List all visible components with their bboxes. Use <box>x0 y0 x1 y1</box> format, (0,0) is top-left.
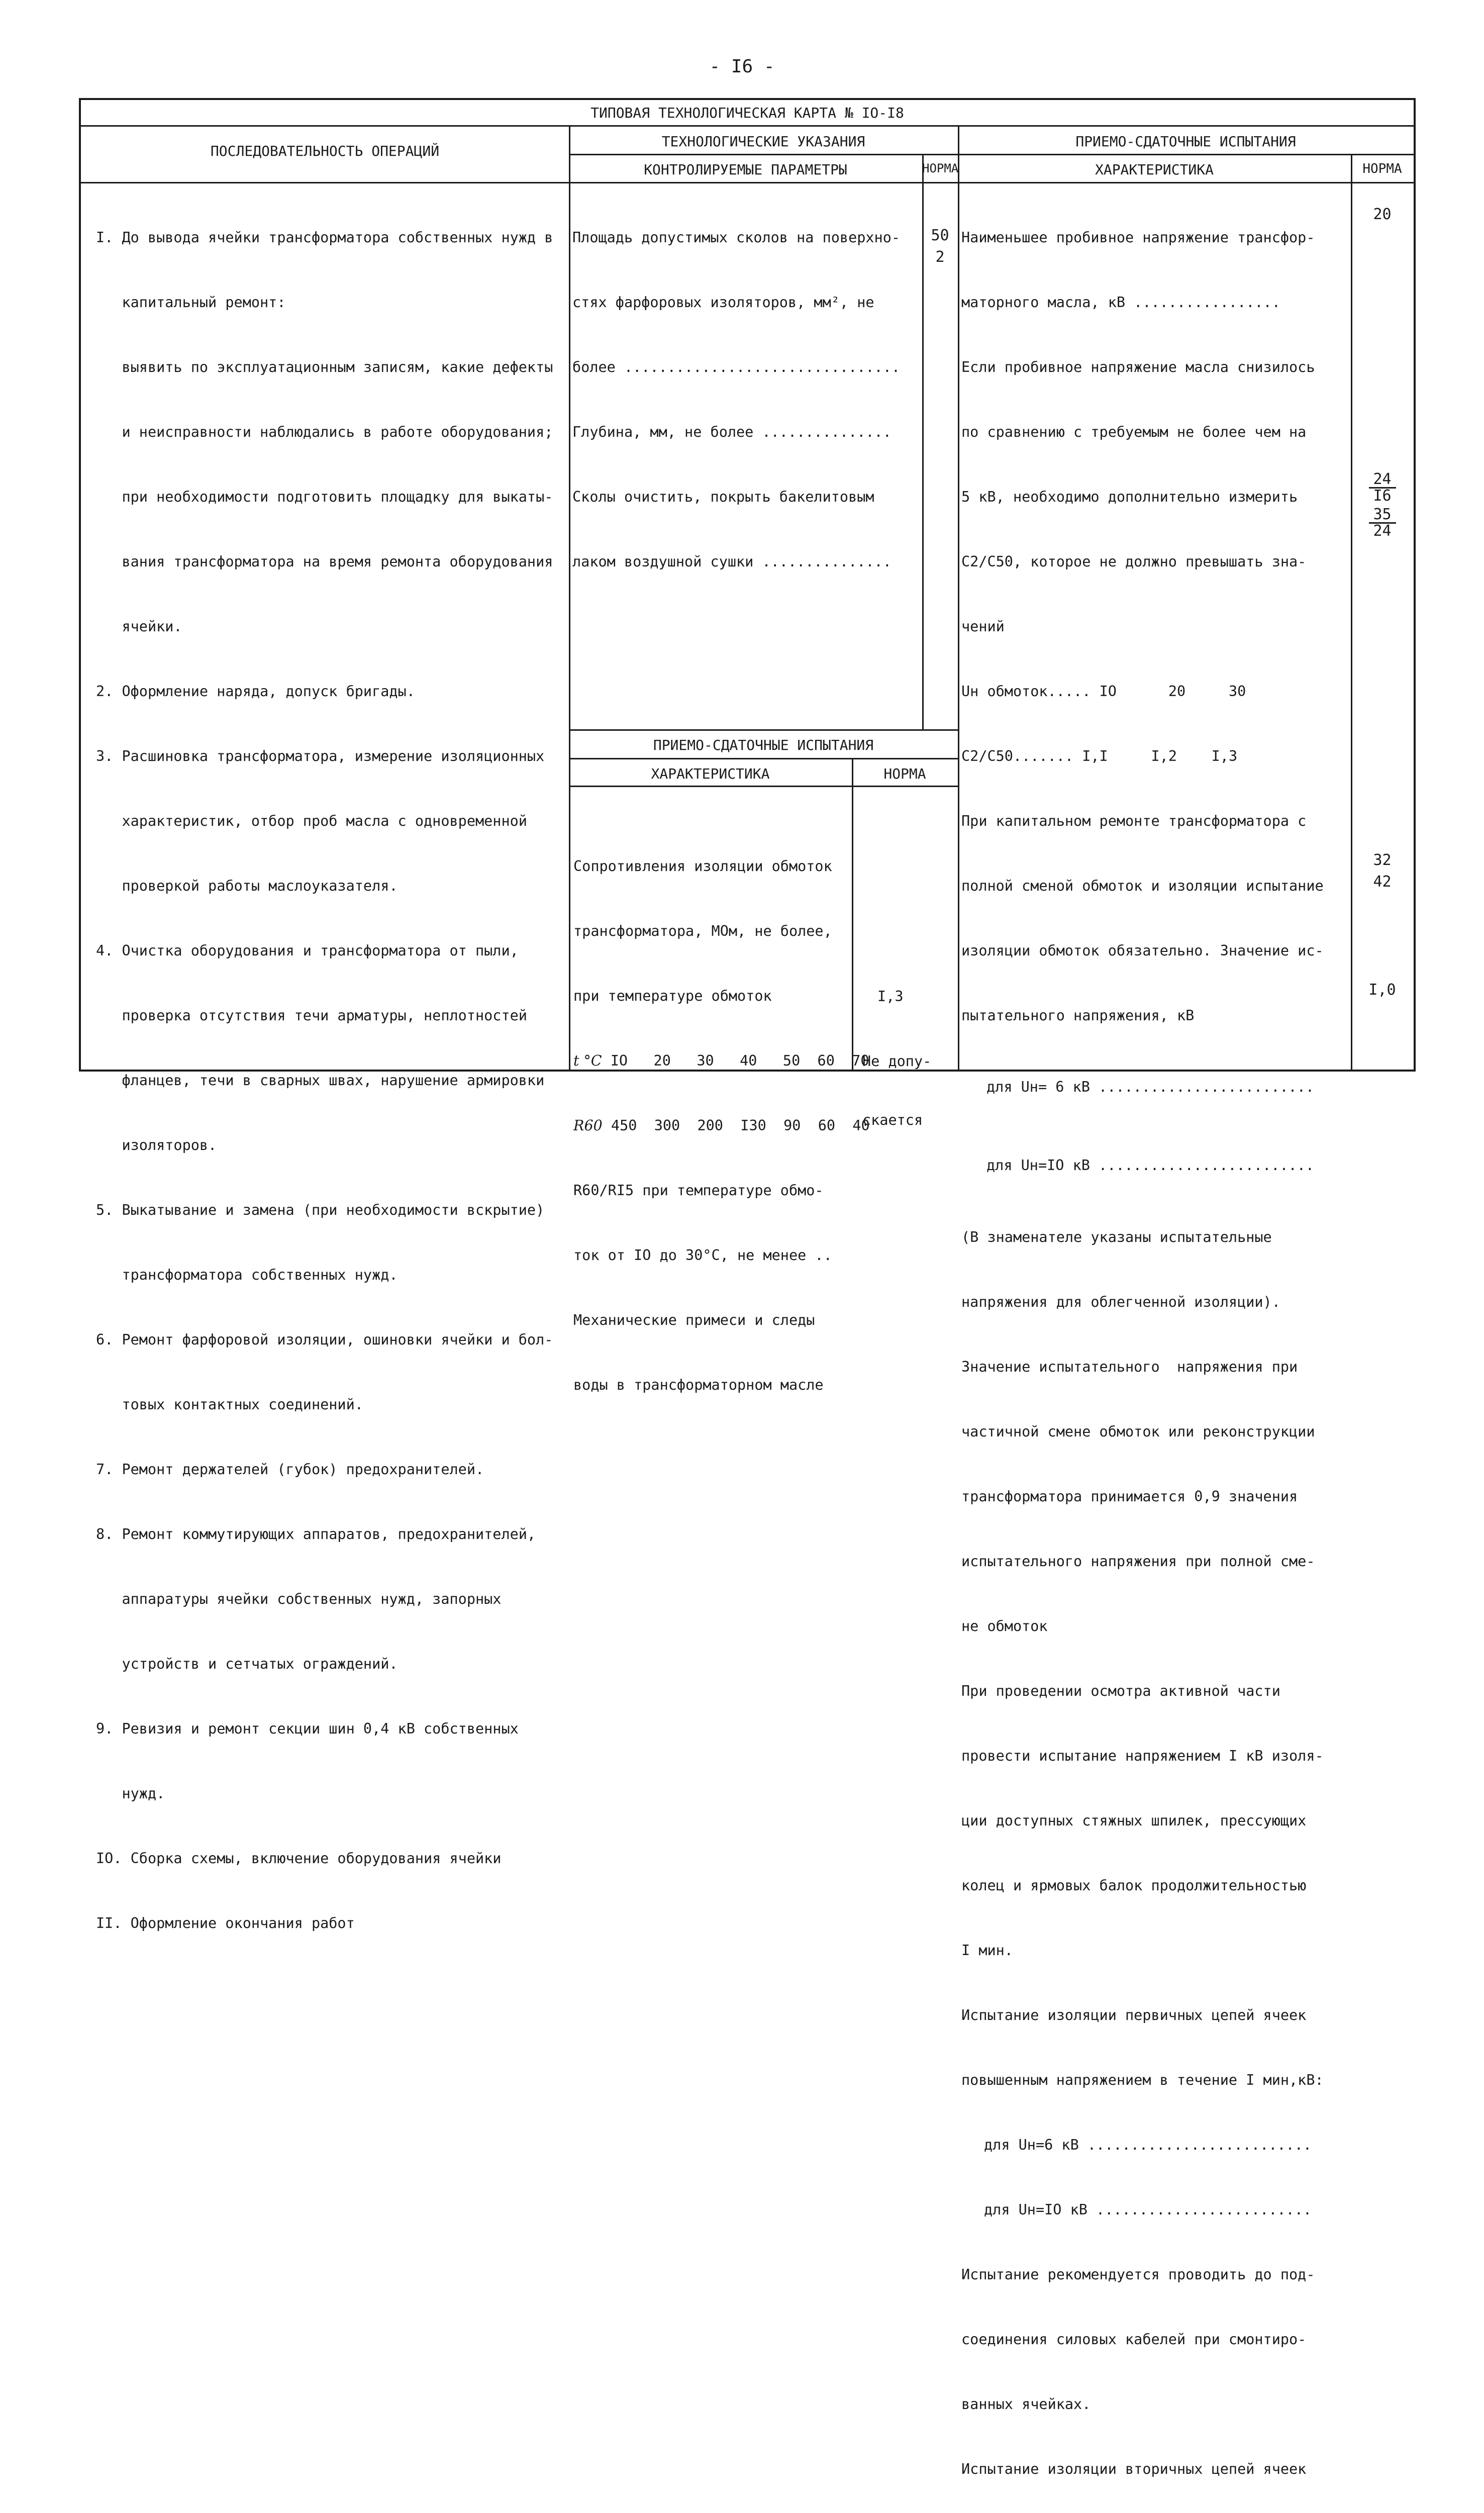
char-line: 5 кВ, необходимо дополнительно измерить <box>961 489 1298 505</box>
operation-line: и неисправности наблюдались в работе оборудования; <box>96 424 553 440</box>
operation-line: 8. Ремонт коммутирующих аппаратов, предохранителей, <box>96 1526 536 1542</box>
char-line: провести испытание напряжением I кВ изоля- <box>961 1748 1324 1764</box>
char-line: для Uн=6 кВ .......................... <box>984 2137 1312 2153</box>
char-line: Испытание рекомендуется проводить до под- <box>961 2266 1315 2283</box>
char-line: испытательного напряжения при полной сме- <box>961 1553 1315 1570</box>
rule-subheader <box>569 154 1414 155</box>
char-line: (В знаменателе указаны испытательные <box>961 1229 1272 1245</box>
test-line: при температуре обмоток <box>573 988 772 1004</box>
char-line: При капитальном ремонте трансформатора с <box>961 813 1307 829</box>
test-line: Механические примеси и следы <box>573 1312 815 1328</box>
norm-depth: 2 <box>935 248 945 266</box>
rule-lower-header <box>569 758 958 759</box>
operation-line: капитальный ремонт: <box>96 294 286 311</box>
char-line: маторного масла, кВ ................. <box>961 294 1280 311</box>
norm-ratio: I,3 <box>877 988 904 1005</box>
page-number: - I6 - <box>709 56 775 77</box>
char-line: для Uн= 6 кВ ......................... <box>986 1079 1315 1095</box>
operation-line: товых контактных соединений. <box>96 1396 363 1413</box>
operation-line: устройств и сетчатых ограждений. <box>96 1656 398 1672</box>
norm-oil-breakdown: 20 <box>1373 206 1392 223</box>
resistance-row <box>573 1115 870 1136</box>
test-line: воды в трансформаторном масле <box>573 1377 824 1393</box>
norm-impurities-b: скается <box>862 1112 923 1128</box>
operation-line: 6. Ремонт фарфоровой изоляции, ошиновки ячейки и бол- <box>96 1331 553 1348</box>
operation-line: трансформатора собственных нужд. <box>96 1267 398 1283</box>
rule-title <box>81 125 1414 127</box>
operation-line: характеристик, отбор проб масла с одновременной <box>96 813 527 829</box>
test-line: трансформатора, МОм, не более, <box>573 923 832 939</box>
header-tech-instructions: ТЕХНОЛОГИЧЕСКИЕ УКАЗАНИЯ <box>661 133 865 150</box>
test-line: Сопротивления изоляции обмоток <box>573 858 832 875</box>
header-norm-1: НОРМА <box>922 161 959 175</box>
char-line: напряжения для облегченной изоляции). <box>961 1294 1280 1310</box>
col-divider-2 <box>958 125 959 1070</box>
norm-impurities-a: Не допу- <box>862 1053 932 1070</box>
char-line: C2/C50, которое не должно превышать зна- <box>961 553 1307 570</box>
char-line: I мин. <box>961 1942 1013 1959</box>
char-line: Если пробивное напряжение масла снизилось <box>961 359 1315 375</box>
norm-primary-6kv: 32 <box>1373 851 1392 869</box>
norm-6kv-fraction <box>1351 472 1414 504</box>
un-label: Uн обмоток..... <box>961 683 1091 700</box>
header-acceptance-tests: ПРИЕМО-СДАТОЧНЫЕ ИСПЫТАНИЯ <box>1075 133 1296 150</box>
char-line: полной сменой обмоток и изоляции испытание <box>961 878 1324 894</box>
col-divider-norm-3 <box>1351 154 1352 1070</box>
header-controlled-params: КОНТРОЛИРУЕМЫЕ ПАРАМЕТРЫ <box>644 161 847 178</box>
c-label: C2/C50....... <box>961 748 1074 764</box>
norm-primary-10kv: 42 <box>1373 873 1392 891</box>
col-divider-1 <box>569 125 570 1070</box>
un-val: 30 <box>1228 683 1246 700</box>
param-line: более ................................ <box>572 359 901 375</box>
operation-line: проверка отсутствия течи арматуры, неплотностей <box>96 1007 527 1024</box>
operation-line: фланцев, течи в сварных швах, нарушение армировки <box>96 1072 545 1089</box>
operation-line: 7. Ремонт держателей (губок) предохранителей. <box>96 1461 484 1478</box>
un-val: 20 <box>1168 683 1186 700</box>
operation-line: проверкой работы маслоуказателя. <box>96 878 398 894</box>
right-characteristics-text <box>961 183 1332 2513</box>
char-line: Испытание изоляции вторичных цепей ячеек <box>961 2461 1307 2477</box>
char-line: трансформатора принимается 0,9 значения <box>961 1488 1298 1505</box>
operation-line: II. Оформление окончания работ <box>96 1915 355 1931</box>
operation-line: нужд. <box>96 1785 165 1802</box>
header-acceptance-tests-2: ПРИЕМО-СДАТОЧНЫЕ ИСПЫТАНИЯ <box>653 737 874 753</box>
tech-card-table <box>79 98 1416 2477</box>
r-values: 450 300 200 I30 90 60 40 <box>611 1117 870 1134</box>
param-line: Глубина, мм, не более ............... <box>572 424 892 440</box>
rule-lower-subheader <box>569 786 958 787</box>
char-line: не обмоток <box>961 1618 1048 1634</box>
operation-line: при необходимости подготовить площадку для выкаты- <box>96 489 553 505</box>
char-line: соединения силовых кабелей при смонтиро- <box>961 2331 1307 2348</box>
header-operations: ПОСЛЕДОВАТЕЛЬНОСТЬ ОПЕРАЦИЙ <box>210 143 440 159</box>
operation-line: 5. Выкатывание и замена (при необходимости вскрытие) <box>96 1202 545 1218</box>
header-characteristic: ХАРАКТЕРИСТИКА <box>1095 161 1214 178</box>
operation-line: выявить по эксплуатационным записям, какие дефекты <box>96 359 553 375</box>
un-val: IO <box>1099 683 1117 700</box>
operation-line: 4. Очистка оборудования и трансформатора от пыли, <box>96 942 519 959</box>
char-line: колец и ярмовых балок продолжительностью <box>961 1877 1307 1894</box>
norm-10kv-num: 35 <box>1369 507 1396 524</box>
param-line: Сколы очистить, покрыть бакелитовым <box>572 489 874 505</box>
char-line: пытательного напряжения, кВ <box>961 1007 1195 1024</box>
operation-line: IO. Сборка схемы, включение оборудования ячейки <box>96 1850 502 1867</box>
r-label: R60 <box>573 1117 603 1134</box>
header-norm-2: НОРМА <box>883 765 926 782</box>
t-values: IO 20 30 40 50 60 70 <box>610 1052 869 1069</box>
temperature-row <box>573 1050 870 1072</box>
operation-line: ячейки. <box>96 618 182 635</box>
param-line: Площадь допустимых сколов на поверхно- <box>572 229 901 246</box>
test-line: R60/RI5 при температуре обмо- <box>573 1182 824 1199</box>
norm-6kv-den: I6 <box>1373 487 1392 505</box>
operation-line: I. До вывода ячейки трансформатора собственных нужд в <box>96 229 553 246</box>
norm-6kv-num: 24 <box>1369 472 1396 489</box>
c-row <box>961 745 1332 767</box>
header-characteristic-2: ХАРАКТЕРИСТИКА <box>651 765 770 782</box>
param-line: лаком воздушной сушки ............... <box>572 553 892 570</box>
c-val: I,I <box>1082 748 1108 764</box>
lower-tests-text <box>573 812 870 1439</box>
un-row <box>961 681 1332 702</box>
controlled-params-text <box>572 183 900 616</box>
char-line: частичной смене обмоток или реконструкции <box>961 1423 1315 1440</box>
char-line: Наименьшее пробивное напряжение трансфор- <box>961 229 1315 246</box>
param-line: стях фарфоровых изоляторов, мм², не <box>572 294 874 311</box>
rule-lower-top <box>569 729 958 731</box>
c-val: I,2 <box>1151 748 1177 764</box>
test-line: ток от IO до 30°C, не менее .. <box>573 1247 832 1264</box>
c-val: I,3 <box>1211 748 1238 764</box>
char-line: ванных ячейках. <box>961 2396 1091 2412</box>
header-norm-3: НОРМА <box>1362 161 1402 176</box>
char-line: для Uн=IO кВ ......................... <box>986 1157 1315 1174</box>
char-line: чений <box>961 618 1005 635</box>
operation-line: 3. Расшиновка трансформатора, измерение изоляционных <box>96 748 545 764</box>
card-title: ТИПОВАЯ ТЕХНОЛОГИЧЕСКАЯ КАРТА № IO-I8 <box>590 105 904 121</box>
operation-line: 9. Ревизия и ремонт секции шин 0,4 кВ собственных <box>96 1720 519 1737</box>
norm-secondary: I,0 <box>1368 981 1396 999</box>
norm-10kv-den: 24 <box>1373 522 1392 540</box>
char-line: Испытание изоляции первичных цепей ячеек <box>961 2007 1307 2023</box>
norm-area: 50 <box>931 227 949 244</box>
char-line: изоляции обмоток обязательно. Значение ис- <box>961 942 1324 959</box>
char-line: для Uн=IO кВ ......................... <box>984 2201 1312 2218</box>
lower-norms <box>862 942 931 1174</box>
operation-line: 2. Оформление наряда, допуск бригады. <box>96 683 415 700</box>
operations-list <box>96 183 553 1977</box>
operation-line: вания трансформатора на время ремонта оборудования <box>96 553 553 570</box>
char-line: ции доступных стяжных шпилек, прессующих <box>961 1812 1307 1829</box>
char-line: по сравнению с требуемым не более чем на <box>961 424 1307 440</box>
norm-10kv-fraction <box>1351 507 1414 539</box>
char-line: Значение испытательного напряжения при <box>961 1359 1298 1375</box>
char-line: При проведении осмотра активной части <box>961 1683 1280 1699</box>
t-label: t °C <box>573 1052 602 1069</box>
char-line: повышенным напряжением в течение I мин,кВ: <box>961 2072 1324 2088</box>
operation-line: изоляторов. <box>96 1137 217 1153</box>
operation-line: аппаратуры ячейки собственных нужд, запорных <box>96 1591 502 1607</box>
